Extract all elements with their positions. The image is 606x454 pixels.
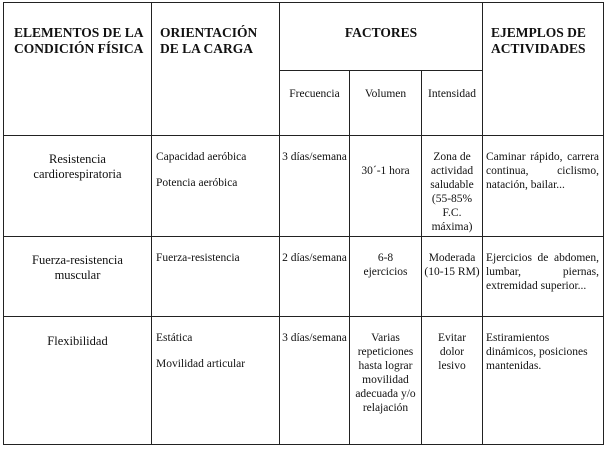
orientacion-item: Potencia aeróbica: [156, 177, 238, 189]
ejemplos-cell: Ejercicios de abdomen, lumbar, piernas, extremidad superior...: [483, 237, 604, 317]
orientacion-item: Estática: [156, 332, 193, 344]
frecuencia-cell: 3 días/semana: [280, 136, 350, 237]
subheader-frecuencia: Frecuencia: [280, 71, 350, 136]
intensidad-cell: Moderada (10-15 RM): [422, 237, 483, 317]
subheader-intensidad: Intensidad: [422, 71, 483, 136]
header-elementos: ELEMENTOS DE LA CONDICIÓN FÍSICA: [4, 3, 152, 136]
orientacion-cell: [152, 237, 280, 317]
volumen-cell: Varias repeticiones hasta lograr movilidad adecuada y/o relajación: [350, 317, 422, 445]
orientacion-item: Capacidad aeróbica: [156, 151, 247, 163]
header-orientacion: ORIENTACIÓN DE LA CARGA: [152, 3, 280, 136]
ejemplos-cell: Caminar rápido, carrera continua, ciclismo, natación, bailar...: [483, 136, 604, 237]
subheader-volumen: Volumen: [350, 71, 422, 136]
header-factores: FACTORES: [280, 3, 483, 71]
orientacion-item: Movilidad articular: [156, 358, 246, 370]
table-row: [4, 317, 604, 445]
intensidad-cell: Evitar dolor lesivo: [422, 317, 483, 445]
intensidad-cell: Zona de actividad saludable (55-85% F.C. máxima): [422, 136, 483, 237]
activity-table: [3, 2, 604, 445]
volumen-cell: 6-8 ejercicios: [350, 237, 422, 317]
header-ejemplos: EJEMPLOS DE ACTIVIDADES: [483, 3, 604, 136]
table-row: [4, 237, 604, 317]
elemento-cell: Fuerza-resistencia muscular: [4, 237, 152, 317]
orientacion-item: Fuerza-resistencia: [156, 252, 240, 264]
frecuencia-cell: 3 días/semana: [280, 317, 350, 445]
table-row: [4, 136, 604, 237]
volumen-cell: 30´-1 hora: [350, 136, 422, 237]
elemento-cell: Resistencia cardiorespiratoria: [4, 136, 152, 237]
ejemplos-cell: Estiramientos dinámicos, posiciones mantenidas.: [483, 317, 604, 445]
elemento-cell: Flexibilidad: [4, 317, 152, 445]
orientacion-cell: [152, 317, 280, 445]
frecuencia-cell: 2 días/semana: [280, 237, 350, 317]
orientacion-cell: [152, 136, 280, 237]
